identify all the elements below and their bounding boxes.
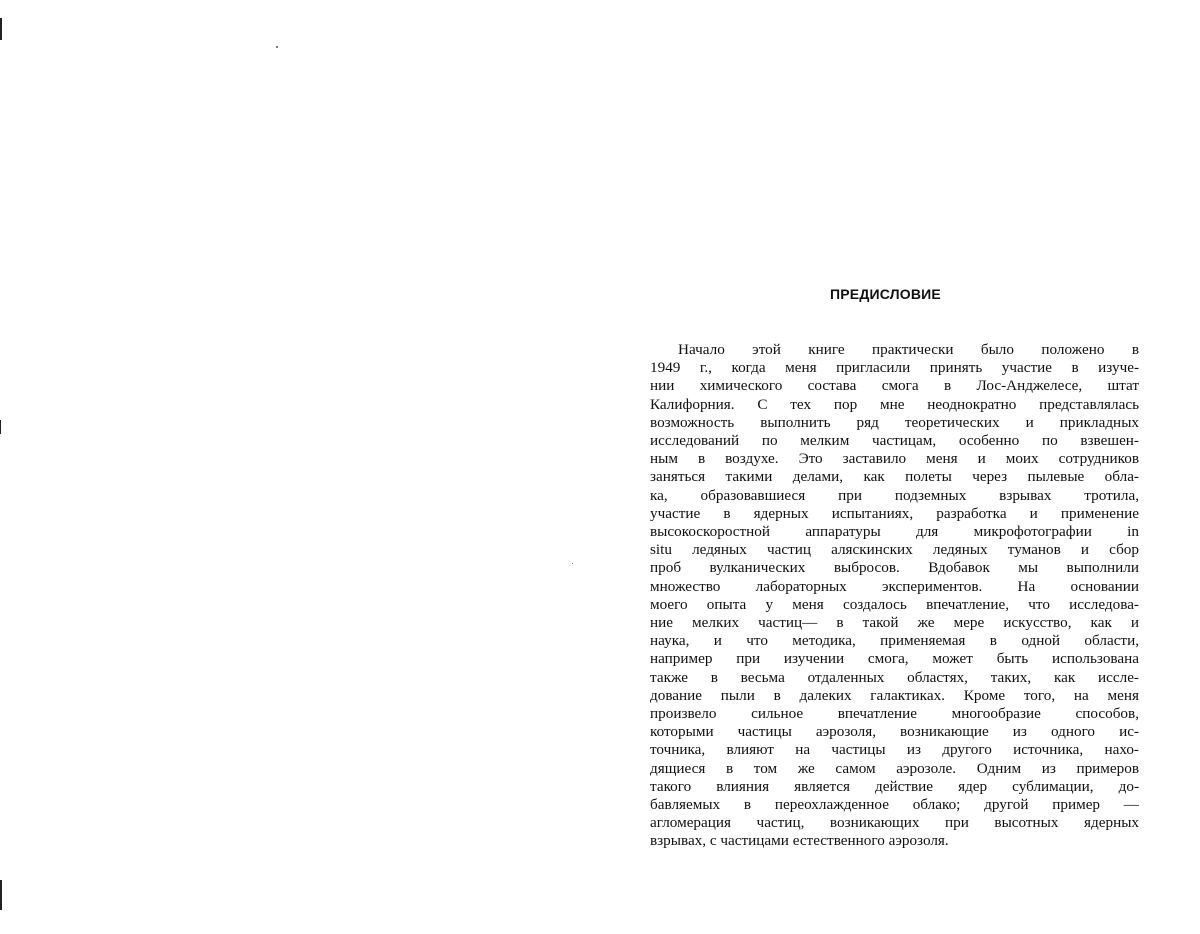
text-line: которыми частицы аэрозоля, возникающие из одного ис-: [650, 723, 1139, 741]
text-line: например при изучении смога, может быть использована: [650, 650, 1139, 668]
text-line: 1949 г., когда меня пригласили принять участие в изуче-: [650, 359, 1139, 377]
text-line: наука, и что методика, применяемая в одной области,: [650, 632, 1139, 650]
text-line: ние мелких частиц— в такой же мере искусство, как и: [650, 614, 1139, 632]
text-line: точника, влияют на частицы из другого источника, нахо-: [650, 741, 1139, 759]
text-line: Калифорния. С тех пор мне неоднократно представлялась: [650, 395, 1139, 413]
text-line: заняться такими делами, как полеты через пылевые обла-: [650, 468, 1139, 486]
text-line: возможность выполнить ряд теоретических и прикладных: [650, 413, 1139, 431]
scan-speck: [572, 563, 573, 564]
scan-speck: [276, 46, 278, 48]
text-line: нии химического состава смога в Лос-Анджелесе, штат: [650, 377, 1139, 395]
text-line: участие в ядерных испытаниях, разработка и применение: [650, 504, 1139, 522]
text-line: такого влияния является действие ядер сублимации, до-: [650, 777, 1139, 795]
scan-edge-mark: [0, 18, 2, 40]
text-line: ка, образовавшиеся при подземных взрывах тротила,: [650, 486, 1139, 504]
text-line: Начало этой книге практически было положено в: [678, 341, 1139, 358]
text-line: бавляемых в переохлажденное облако; другой пример —: [650, 796, 1139, 814]
text-line: произвело сильное впечатление многообразие способов,: [650, 705, 1139, 723]
text-line: агломерация частиц, возникающих при высотных ядерных: [650, 814, 1139, 832]
text-line: situ ледяных частиц аляскинских ледяных туманов и сбор: [650, 541, 1139, 559]
text-line: дящиеся в том же самом аэрозоле. Одним из примеров: [650, 759, 1139, 777]
text-line: ным в воздухе. Это заставило меня и моих сотрудников: [650, 450, 1139, 468]
text-line: исследований по мелким частицам, особенно по взвешен-: [650, 432, 1139, 450]
preface-paragraph: [650, 341, 1139, 851]
text-line: дование пыли в далеких галактиках. Кроме того, на меня: [650, 686, 1139, 704]
scan-edge-mark: [0, 420, 1, 434]
page-heading: ПРЕДИСЛОВИЕ: [830, 286, 941, 302]
text-line: проб вулканических выбросов. Вдобавок мы выполнили: [650, 559, 1139, 577]
right-page: [600, 0, 1200, 934]
scan-edge-mark: [0, 880, 2, 910]
text-line: также в весьма отдаленных областях, таких, как иссле-: [650, 668, 1139, 686]
text-line: взрывах, с частицами естественного аэрозоля.: [650, 832, 949, 850]
text-line: высокоскоростной аппаратуры для микрофотографии in: [650, 523, 1139, 541]
text-line: множество лабораторных экспериментов. На основании: [650, 577, 1139, 595]
text-line: моего опыта у меня создалось впечатление, что исследова-: [650, 595, 1139, 613]
